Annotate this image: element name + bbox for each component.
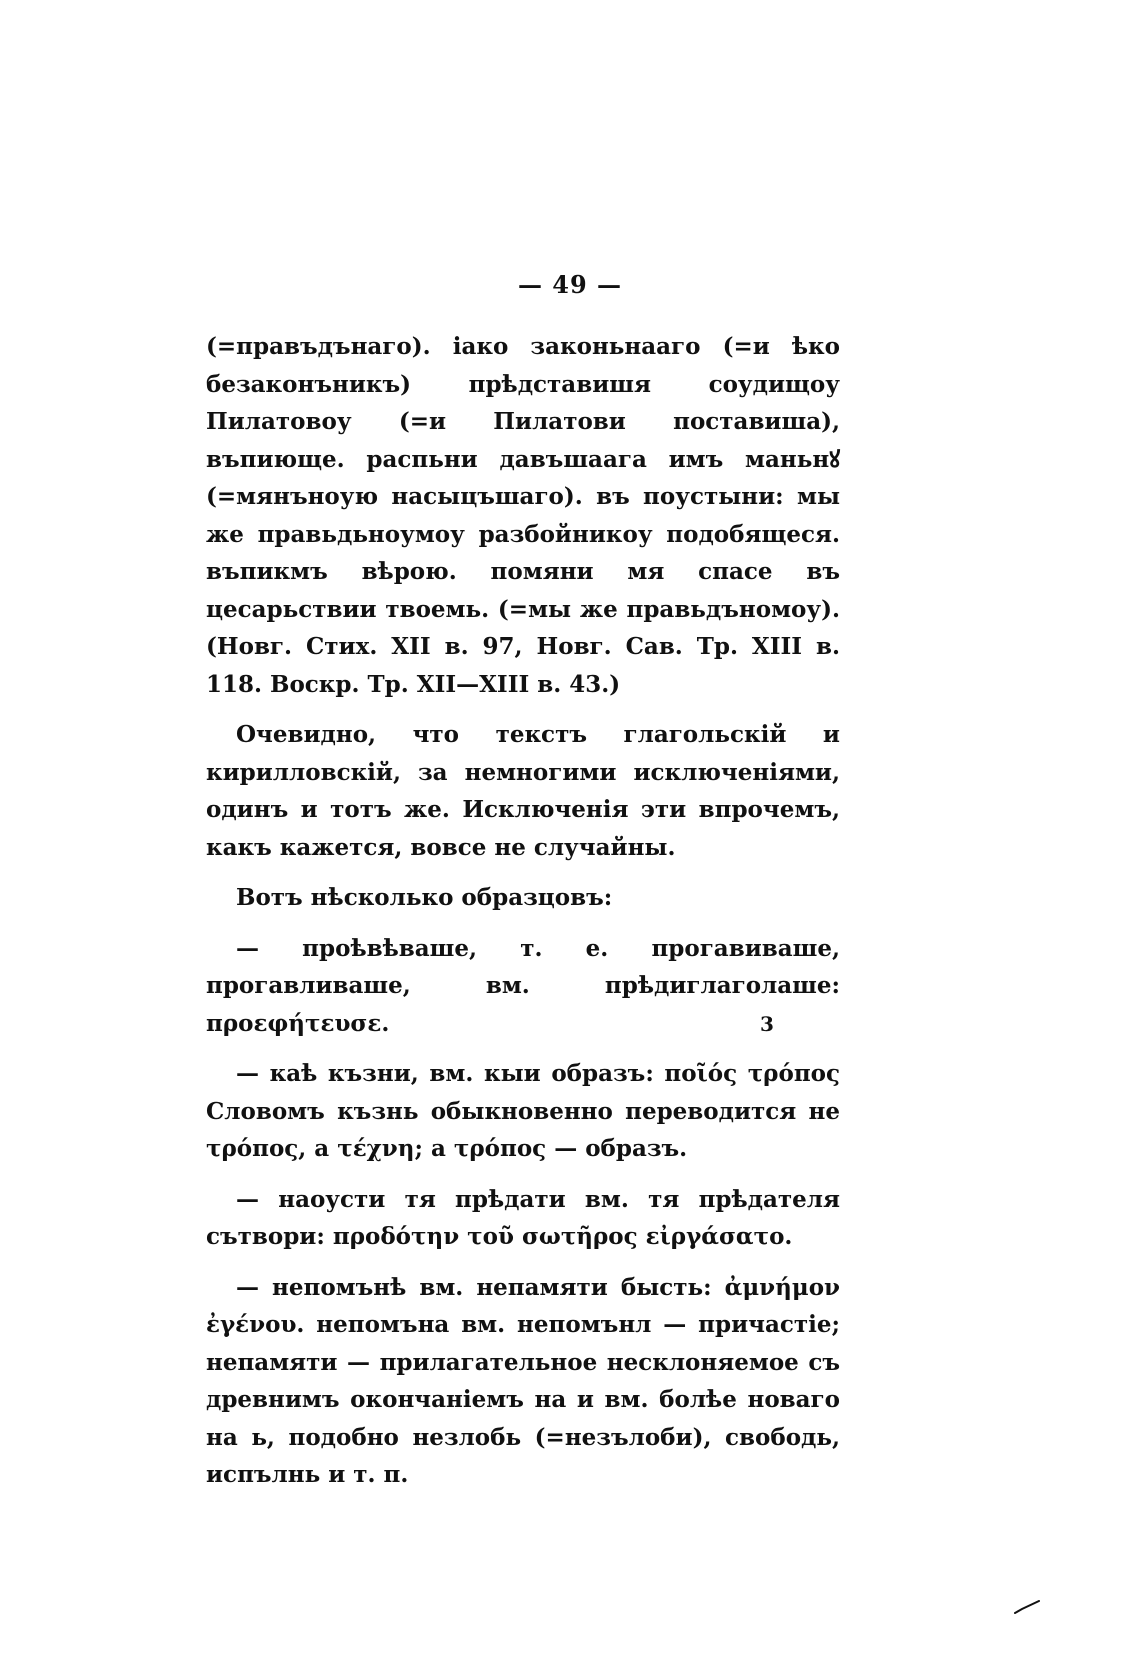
page-number: — 49 — [517,270,623,299]
paragraph-example-4: — непомънѣ вм. непамяти бысть: ἀμνήμον ἐγένου. непомъна вм. непомънл — причастіе; непамяти — прилагательное несклоняемое съ древнимъ окончаніемъ на и вм. болѣе новаго на ь, подобно незлобь (=незълоби), свободь, испълнь и т. п. [206,1273,840,1488]
printer-signature-mark: 3 [760,1012,774,1036]
paragraph-comparison: Очевидно, что текстъ глагольскій и кирилловскій, за немногими исключеніями, одинъ и тотъ же. Исключенія эти впрочемъ, какъ кажется, вовсе не случайны. [206,721,840,861]
paragraph-citation: (=правъдънаго). іако законьнааго (=и ѣко безаконъникъ) прѣдставишя соудищоу Пилатовоу (=и Пилатови поставиша), въпиюще. распьни давъшаага имъ маньнꙋ (=мянъноую насыцъшаго). въ поустыни: мы же правьдьноумоу разбойникоу подобящеся. въпикмъ вѣрою. помяни мя спасе въ цесарьствии твоемь. (=мы же правьдъномоу). (Новг. Стих. XII в. 97, Новг. Сав. Тр. XIII в. 118. Воскр. Тр. XII—XIII в. 43.) [206,333,840,698]
paragraph-example-1: — проѣвѣваше, т. е. прогавиваше, прогавливаше, вм. прѣдиглаголаше: προεφήτευσε. [206,934,840,1037]
paragraph-examples-intro: Вотъ нѣсколько образцовъ: [236,884,613,911]
pen-stroke-mark [1014,1600,1040,1614]
page-body [206,328,840,1494]
paragraph-example-2: — каѣ къзни, вм. кыи образъ: ποῖός τρόπος Словомъ къзнь обыкновенно переводится не τρόπος, а τέχνη; а τρόπος — образъ. [206,1060,840,1162]
paragraph-example-3: — наоусти тя прѣдати вм. тя прѣдателя сътвори: προδότην τοῦ σωτῆρος εἰργάσατο. [206,1185,840,1250]
